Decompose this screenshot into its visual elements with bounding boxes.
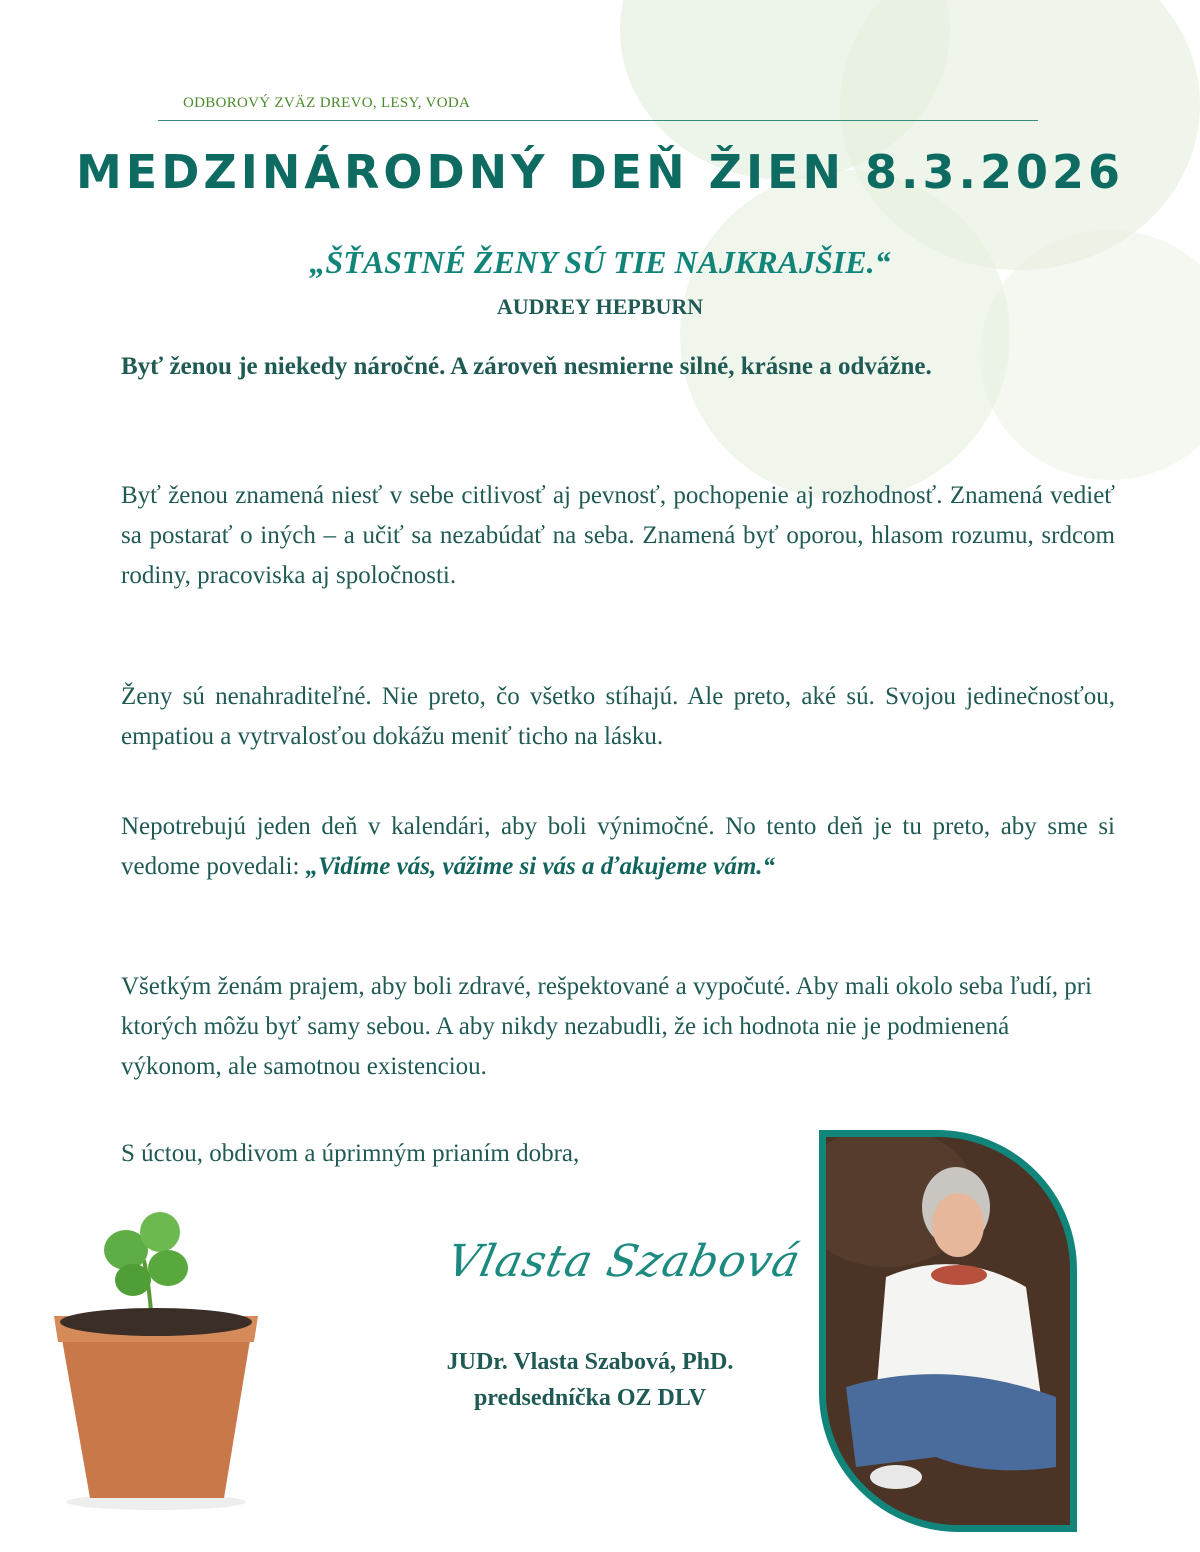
potted-clover-image xyxy=(48,1210,268,1510)
paragraph-being-woman: Byť ženou znamená niesť v sebe citlivosť aj pevnosť, pochopenie aj rozhodnosť. Znamená vedieť sa postarať o iných – a učiť sa nezabúdať na seba. Znamená byť oporou, hlasom rozumu, srdcom rodiny, pracoviska aj spoločnosti. xyxy=(121,482,1115,589)
handwritten-signature: Vlasta Szabová xyxy=(442,1236,806,1287)
signer-role: predsedníčka OZ DLV xyxy=(473,1385,707,1411)
paragraph-wishes: Všetkým ženám prajem, aby boli zdravé, rešpektované a vypočuté. Aby mali okolo seba ľudí, pri ktorých môžu byť samy sebou. A aby nikdy nezabudli, že ich hodnota nie je podmienená výkonom, ale samotnou existenciou. xyxy=(121,973,1092,1080)
portrait-illustration xyxy=(826,1137,1070,1525)
page-title: MEDZINÁRODNÝ DEŇ ŽIEN 8.3.2026 xyxy=(76,145,1124,199)
signer-block xyxy=(380,1344,800,1416)
quote-text: „ŠŤASTNÉ ŽENY SÚ TIE NAJKRAJŠIE.“ xyxy=(309,244,891,280)
paragraph-calendar-emphasis: „Vidíme vás, vážime si vás a ďakujeme vám.“ xyxy=(305,853,776,880)
paragraph-calendar xyxy=(121,807,1115,887)
paragraph-intro: Byť ženou je niekedy náročné. A zároveň nesmierne silné, krásne a odvážne. xyxy=(121,353,932,380)
organization-name: ODBOROVÝ ZVÄZ DREVO, LESY, VODA xyxy=(183,95,471,111)
quote-author: AUDREY HEPBURN xyxy=(496,294,704,319)
header-divider xyxy=(158,120,1038,121)
signer-name: JUDr. Vlasta Szabová, PhD. xyxy=(446,1349,734,1375)
paragraph-closing: S úctou, obdivom a úprimným prianím dobra, xyxy=(121,1140,580,1167)
paragraph-irreplaceable: Ženy sú nenahraditeľné. Nie preto, čo všetko stíhajú. Ale preto, aké sú. Svojou jedinečnosťou, empatiou a vytrvalosťou dokážu meniť ticho na lásku. xyxy=(121,683,1115,750)
portrait-photo xyxy=(819,1130,1077,1532)
paragraph-calendar-text: Nepotrebujú jeden deň v kalendári, aby boli výnimočné. No tento deň je tu preto, aby sme si vedome povedali: xyxy=(121,813,1115,880)
